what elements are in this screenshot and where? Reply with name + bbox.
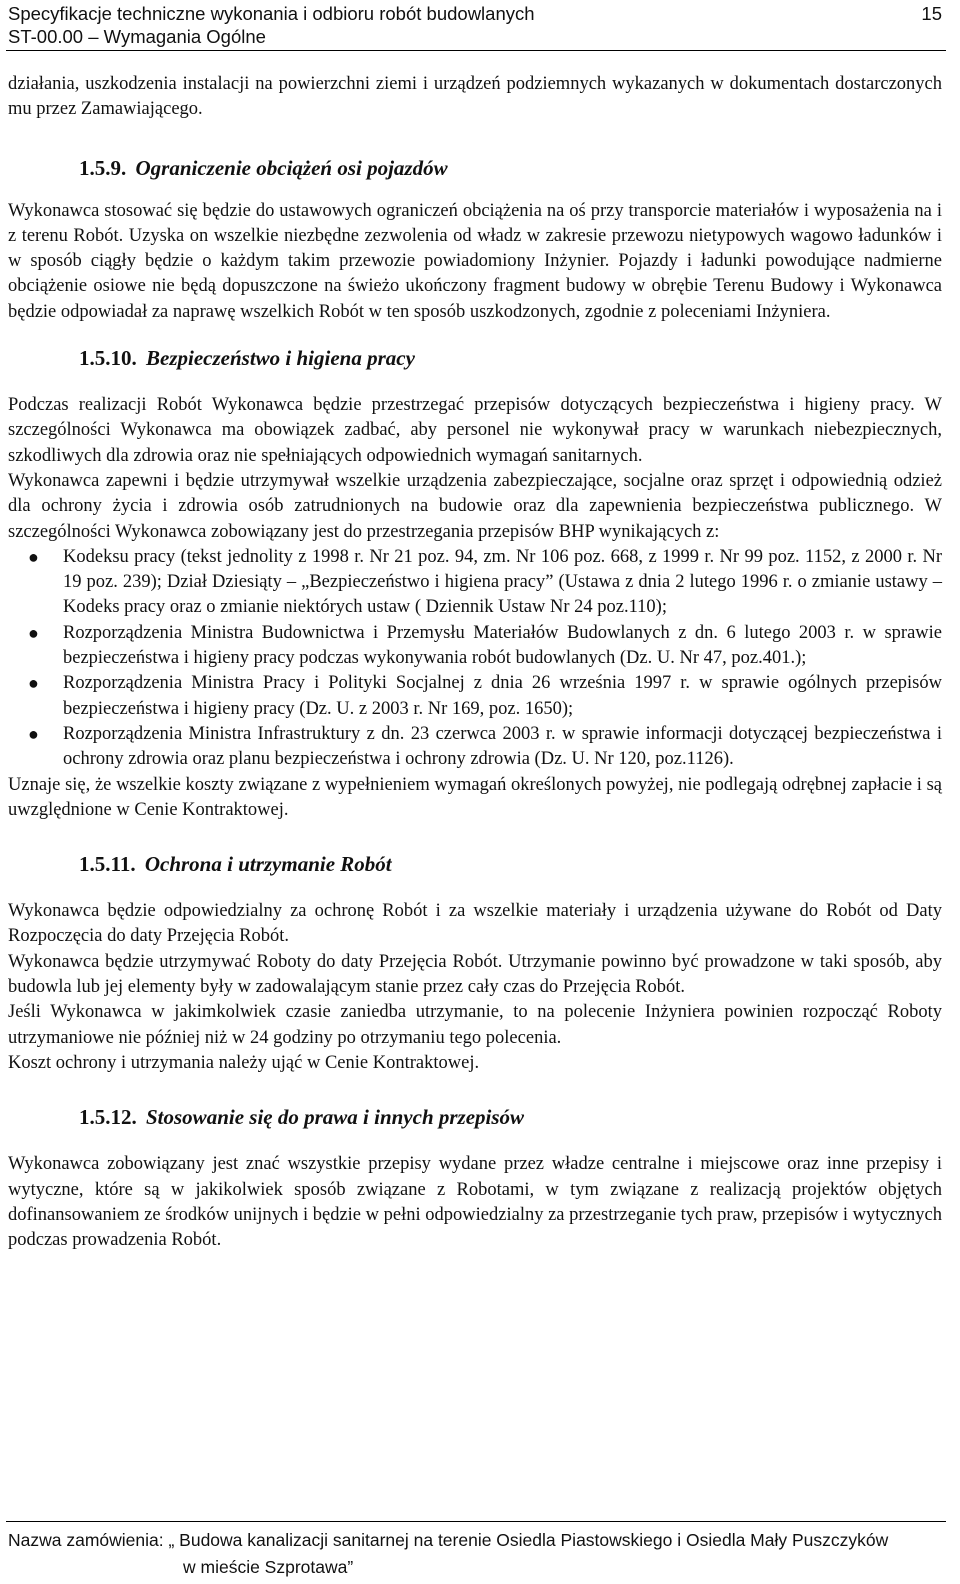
- section-number: 1.5.9.: [79, 155, 127, 180]
- paragraph: Wykonawca stosować się będzie do ustawowych ograniczeń obciążenia na oś przy transporcie materiałów i wyposażenia na i z terenu Robót. Uzyska on wszelkie niezbędne zezwolenia od władz w zakresie przewozu nietypowych wagowo ładunków i w sposób ciągły będzie o każdym takim przewozie powiadomiony Inżynier. Pojazdy i ładunki powodujące nadmierne obciążenie osiowe nie będą dopuszczone na świeżo ukończony fragment budowy w obrębie Terenu Budowy i Wykonawca będzie odpowiadał za naprawę wszelkich Robót w ten sposób uszkodzonych, zgodnie z poleceniami Inżyniera.: [8, 200, 942, 322]
- list-item: [8, 545, 942, 621]
- intro-paragraph: działania, uszkodzenia instalacji na powierzchni ziemi i urządzeń podziemnych wykazanych w dokumentach dostarczonych mu przez Zamawiającego.: [8, 74, 942, 120]
- section-title: Ograniczenie obciążeń osi pojazdów: [135, 155, 448, 180]
- paragraph: Wykonawca zobowiązany jest znać wszystkie przepisy wydane przez władze centralne i miejscowe oraz inne przepisy i wytyczne, które są w jakikolwiek sposób związane z Robotami, w tym związane z realizacją projektów objętych dofinansowaniem ze środków unijnych i będzie w pełni odpowiedzialny za przestrzeganie tych praw, przepisów i wytycznych podczas prowadzenia Robót.: [8, 1154, 942, 1251]
- page-header: [8, 2, 942, 48]
- header-subtitle: ST-00.00 – Wymagania Ogólne: [8, 26, 266, 47]
- list-item-text: Rozporządzenia Ministra Infrastruktury z dn. 23 czerwca 2003 r. w sprawie informacji dotyczącej bezpieczeństwa i ochrony zdrowia oraz planu bezpieczeństwa i ochrony zdrowia (Dz. U. Nr 120, poz.1126).: [63, 723, 942, 770]
- footer-line-1: Nazwa zamówienia: „ Budowa kanalizacji sanitarnej na terenie Osiedla Piastowskiego i Osiedla Mały Puszczyków: [8, 1530, 889, 1550]
- paragraph: Podczas realizacji Robót Wykonawca będzie przestrzegać przepisów dotyczących bezpieczeństwa i higieny pracy. W szczególności Wykonawca ma obowiązek zadbać, aby personel nie wykonywał pracy w warunkach niebezpiecznych, szkodliwych dla zdrowia oraz nie spełniających odpowiednich wymagań sanitarnych.: [8, 395, 942, 466]
- paragraph: Wykonawca zapewni i będzie utrzymywał wszelkie urządzenia zabezpieczające, socjalne oraz sprzęt i odpowiednią odzież dla ochrony życia i zdrowia osób zatrudnionych na budowie oraz dla zapewnienia bezpieczeństwa publicznego. W szczególności Wykonawca zobowiązany jest do przestrzegania przepisów BHP wynikających z:: [8, 470, 942, 542]
- page-number: 15: [921, 3, 942, 24]
- header-divider: [6, 50, 946, 51]
- bullet-icon: ●: [28, 673, 39, 694]
- paragraph: Jeśli Wykonawca w jakimkolwiek czasie zaniedba utrzymanie, to na polecenie Inżyniera powinien rozpocząć Roboty utrzymaniowe nie później niż w 24 godziny po otrzymaniu tego polecenia.: [8, 1002, 942, 1048]
- section-title: Bezpieczeństwo i higiena pracy: [146, 346, 415, 371]
- paragraph: Uznaje się, że wszelkie koszty związane z wypełnieniem wymagań określonych powyżej, nie podlegają odrębnej zapłacie i są uwzględnione w Cenie Kontraktowej.: [8, 774, 942, 820]
- footer-divider: [6, 1521, 946, 1522]
- section-title: Ochrona i utrzymanie Robót: [144, 852, 392, 877]
- header-title: Specyfikacje techniczne wykonania i odbioru robót budowlanych: [8, 3, 535, 24]
- paragraph: Wykonawca będzie utrzymywać Roboty do daty Przejęcia Robót. Utrzymanie powinno być prowadzone w taki sposób, aby budowla lub jej elementy były w zadowalającym stanie przez cały czas do Przejęcia Robót.: [8, 951, 942, 998]
- document-body: [8, 72, 942, 1253]
- section-number: 1.5.12.: [79, 1105, 137, 1130]
- list-item-text: Rozporządzenia Ministra Pracy i Polityki Socjalnej z dnia 26 września 1997 r. w sprawie ogólnych przepisów bezpieczeństwa i higieny pracy (Dz. U. z 2003 r. Nr 169, poz. 1650);: [63, 673, 942, 719]
- section-number: 1.5.11.: [79, 852, 136, 877]
- paragraph: Koszt ochrony i utrzymania należy ująć w Cenie Kontraktowej.: [8, 1052, 480, 1073]
- section-heading-1-5-12: [8, 1104, 942, 1130]
- bullet-icon: ●: [28, 622, 39, 643]
- section-heading-1-5-10: [8, 345, 942, 371]
- page-footer: [8, 1527, 946, 1581]
- list-item: [8, 722, 942, 773]
- paragraph: Wykonawca będzie odpowiedzialny za ochronę Robót i za wszelkie materiały i urządzenia używane do Robót od Daty Rozpoczęcia do daty Przejęcia Robót.: [8, 901, 942, 947]
- regulations-list: [8, 545, 942, 773]
- section-number: 1.5.10.: [79, 346, 137, 371]
- section-title: Stosowanie się do prawa i innych przepisów: [146, 1105, 525, 1130]
- list-item: [8, 671, 942, 722]
- list-item-text: Kodeksu pracy (tekst jednolity z 1998 r. Nr 21 poz. 94, zm. Nr 106 poz. 668, z 1999 r. Nr 99 poz. 1152, z 2000 r. Nr 19 poz. 239); Dział Dziesiąty – „Bezpieczeństwo i higiena pracy” (Ustawa z dnia 2 lutego 1996 r. o zmianie ustawy – Kodeks pracy oraz o zmianie niektórych ustaw ( Dziennik Ustaw Nr 24 poz.110);: [63, 546, 942, 618]
- list-item-text: Rozporządzenia Ministra Budownictwa i Przemysłu Materiałów Budowlanych z dn. 6 lutego 2003 r. w sprawie bezpieczeństwa i higieny pracy podczas wykonywania robót budowlanych (Dz. U. Nr 47, poz.401.);: [63, 622, 942, 669]
- footer-line-2: w mieście Szprotawa”: [183, 1557, 354, 1577]
- bullet-icon: ●: [28, 723, 39, 744]
- section-heading-1-5-9: [8, 155, 942, 181]
- bullet-icon: ●: [28, 546, 39, 567]
- section-heading-1-5-11: [8, 851, 942, 877]
- list-item: [8, 621, 942, 672]
